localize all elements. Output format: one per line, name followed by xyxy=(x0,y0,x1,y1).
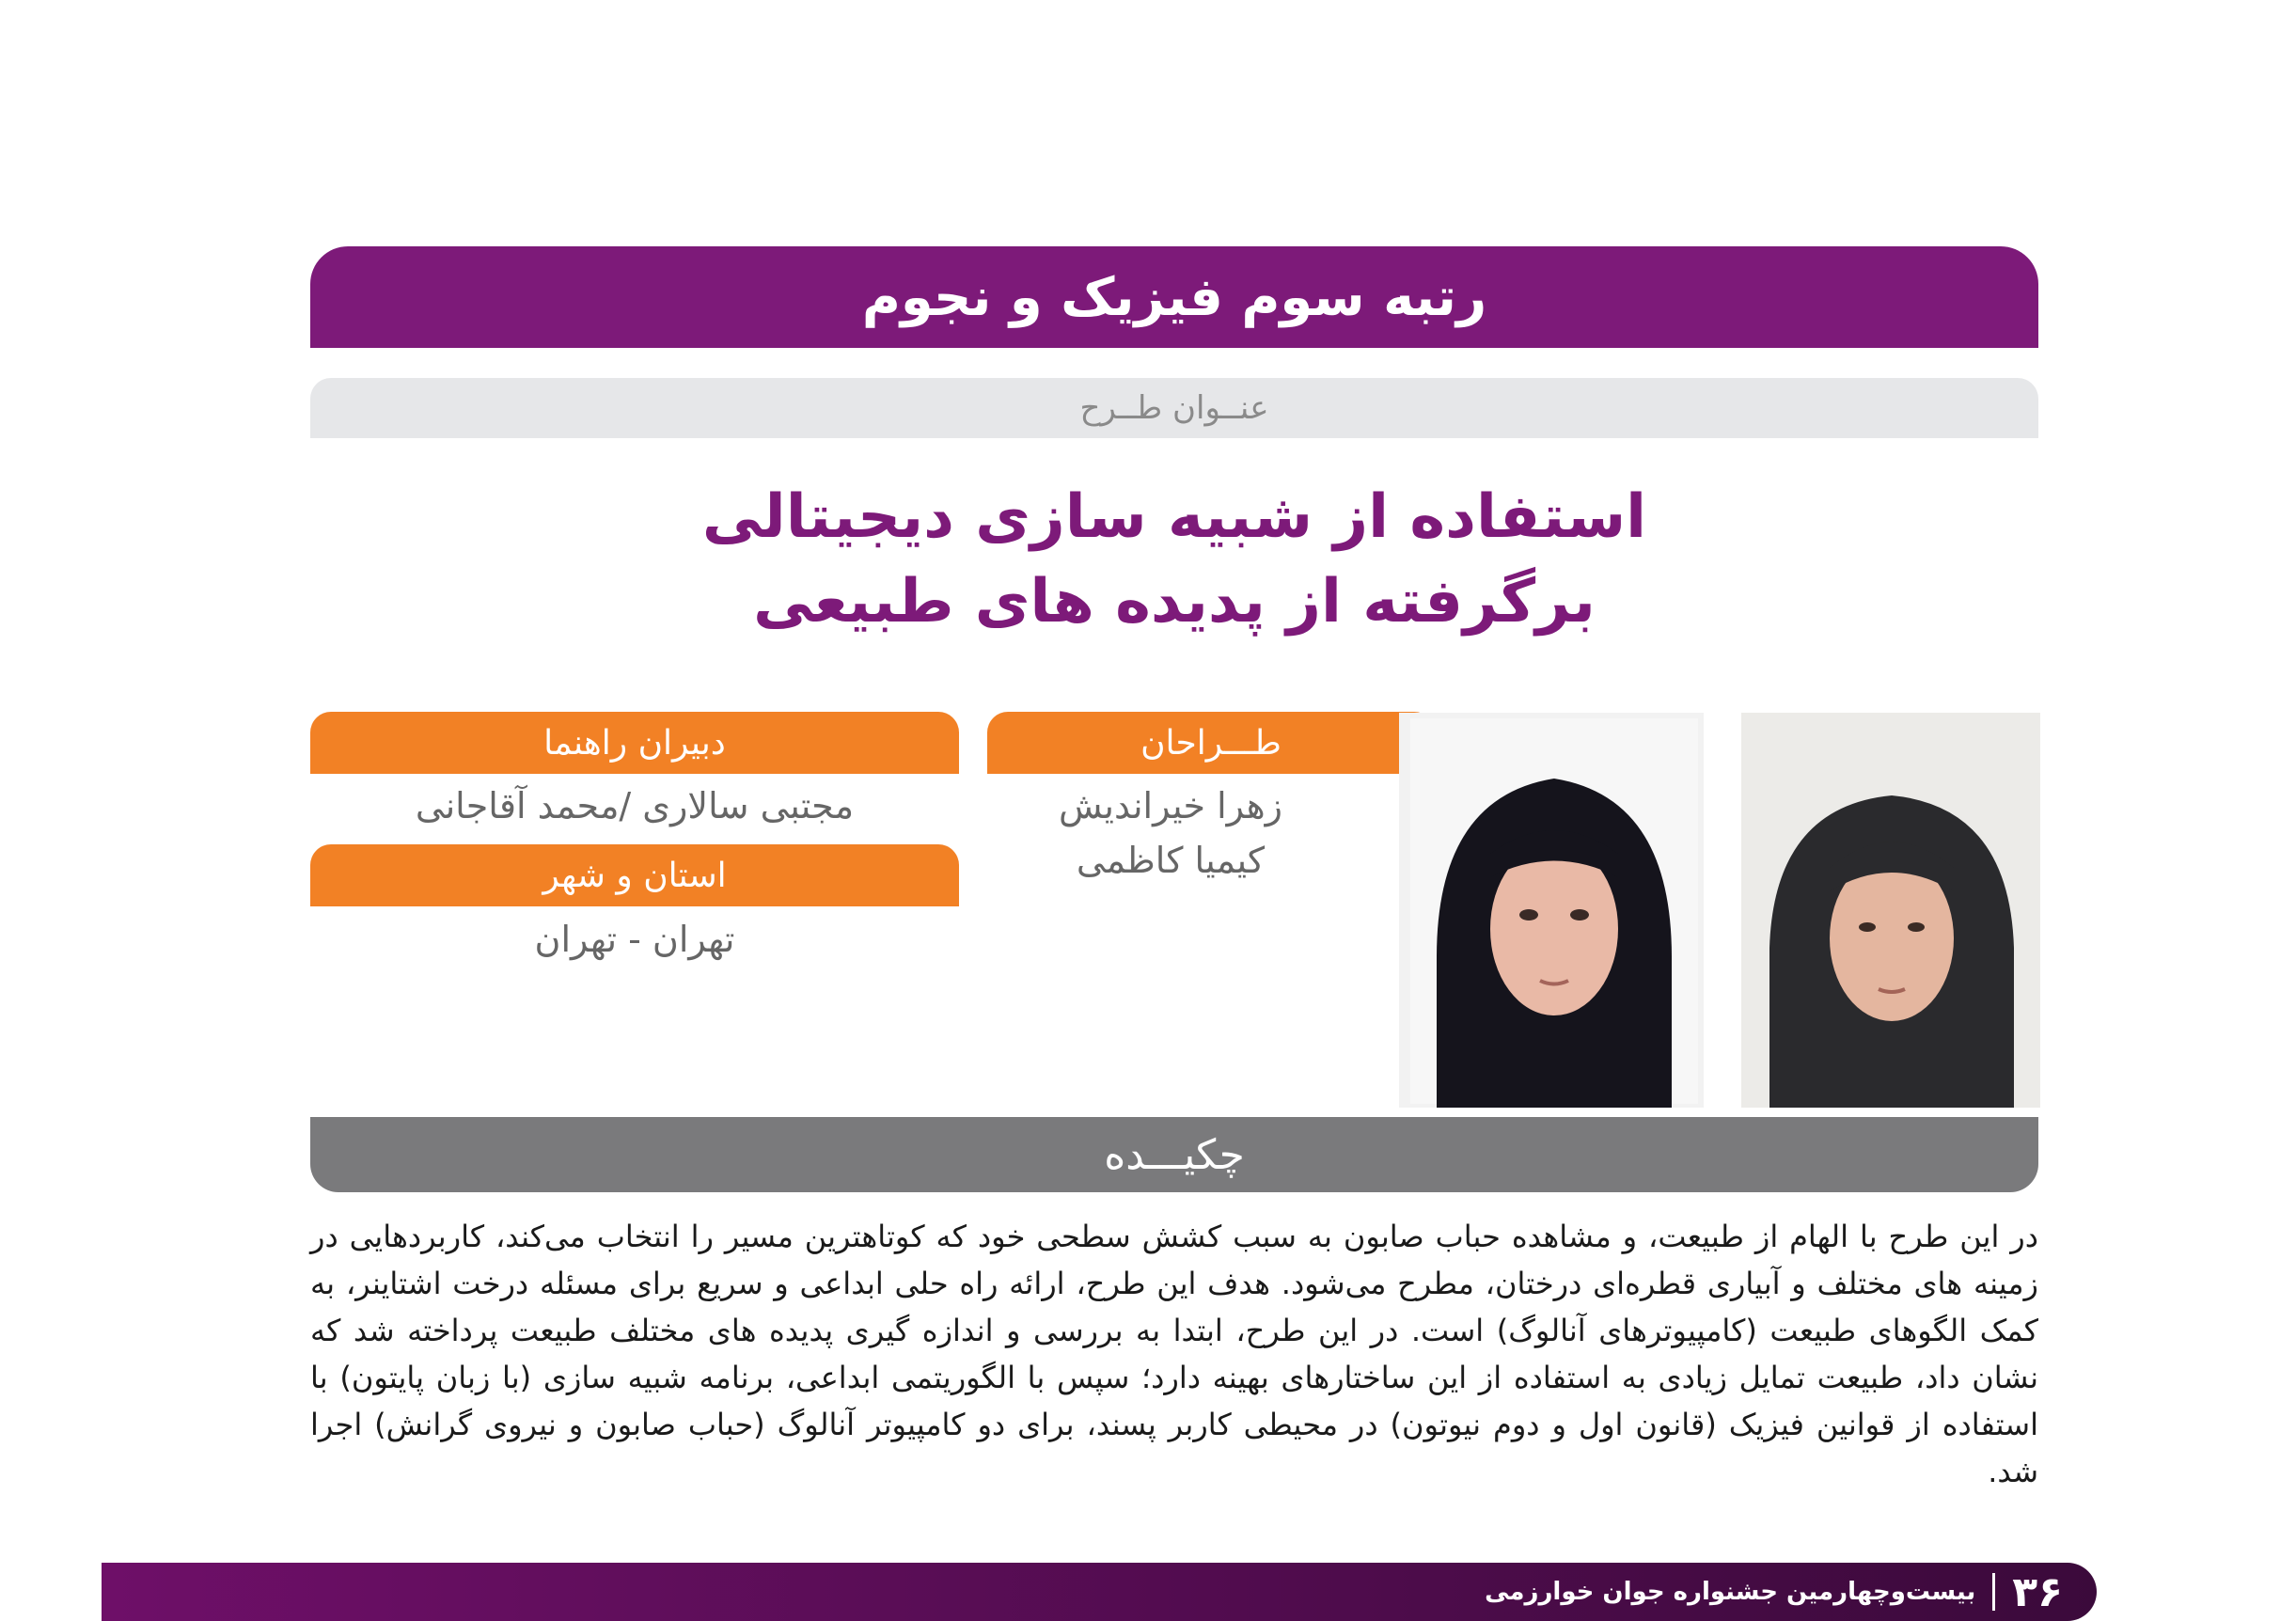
abstract-header xyxy=(310,1117,2038,1192)
designers-names xyxy=(987,779,1354,888)
portrait-photo-left xyxy=(1399,713,1704,1108)
advisors-header xyxy=(310,712,959,774)
footer-bar xyxy=(102,1563,2097,1621)
project-title-label: عنــوان طــرح xyxy=(1079,389,1269,427)
page-number: ۳۶ xyxy=(2012,1567,2063,1616)
designer-photo-right xyxy=(1741,713,2040,1108)
footer-content xyxy=(1485,1568,2063,1616)
footer-divider xyxy=(1992,1573,1995,1611)
portrait-photo-right xyxy=(1741,713,2040,1108)
location-value: تهران - تهران xyxy=(534,919,735,960)
project-title-line-2: برگرفته از پدیده های طبیعی xyxy=(753,567,1596,637)
designer-photo-left xyxy=(1399,713,1704,1108)
project-title-label-bar xyxy=(310,378,2038,438)
location-label: استان و شهر xyxy=(543,856,727,895)
project-title xyxy=(310,475,2038,644)
footer-publication: بیست‌وچهارمین جشنواره جوان خوارزمی xyxy=(1485,1578,1976,1606)
designer-name-2: کیمیا کاظمی xyxy=(1076,840,1266,881)
project-title-line-1: استفاده از شبیه سازی دیجیتالی xyxy=(701,482,1647,552)
designer-name-1: زهرا خیراندیش xyxy=(1058,785,1283,826)
designers-label: طـــراحان xyxy=(1140,723,1282,763)
rank-banner xyxy=(310,246,2038,348)
location-header xyxy=(310,844,959,906)
abstract-label: چکیـــده xyxy=(1104,1130,1245,1179)
abstract-text: در این طرح با الهام از طبیعت، و مشاهده حباب صابون به سبب کشش سطحی خود که کوتاهترین مسیر را انتخاب می‌کند، کاربردهایی در زمینه های مختلف و آبیاری قطره‌ای درختان، مطرح می‌شود. هدف این طرح، ارائه راه حلی ابداعی و سریع برای مسئله درخت اشتاینر، به کمک الگوهای طبیعت (کامپیوترهای آنالوگ) است. در این طرح، ابتدا به بررسی و اندازه گیری پدیده های مختلف طبیعت پرداخته شد که نشان داد، طبیعت تمایل زیادی به استفاده از این ساختارهای بهینه دارد؛ سپس با الگوریتمی ابداعی، برنامه شبیه سازی (با زبان پایتون) با استفاده از قوانین فیزیک (قانون اول و دوم نیوتون) در محیطی کاربر پسند، برای دو کامپیوتر آنالوگ (حباب صابون و نیروی گرانش) اجرا شد. xyxy=(310,1219,2038,1489)
rank-title: رتبه سوم فیزیک و نجوم xyxy=(861,266,1487,328)
advisors-label: دبیران راهنما xyxy=(543,723,726,763)
designers-header xyxy=(987,712,1435,774)
advisors-names: مجتبی سالاری /محمد آقاجانی xyxy=(415,785,855,826)
